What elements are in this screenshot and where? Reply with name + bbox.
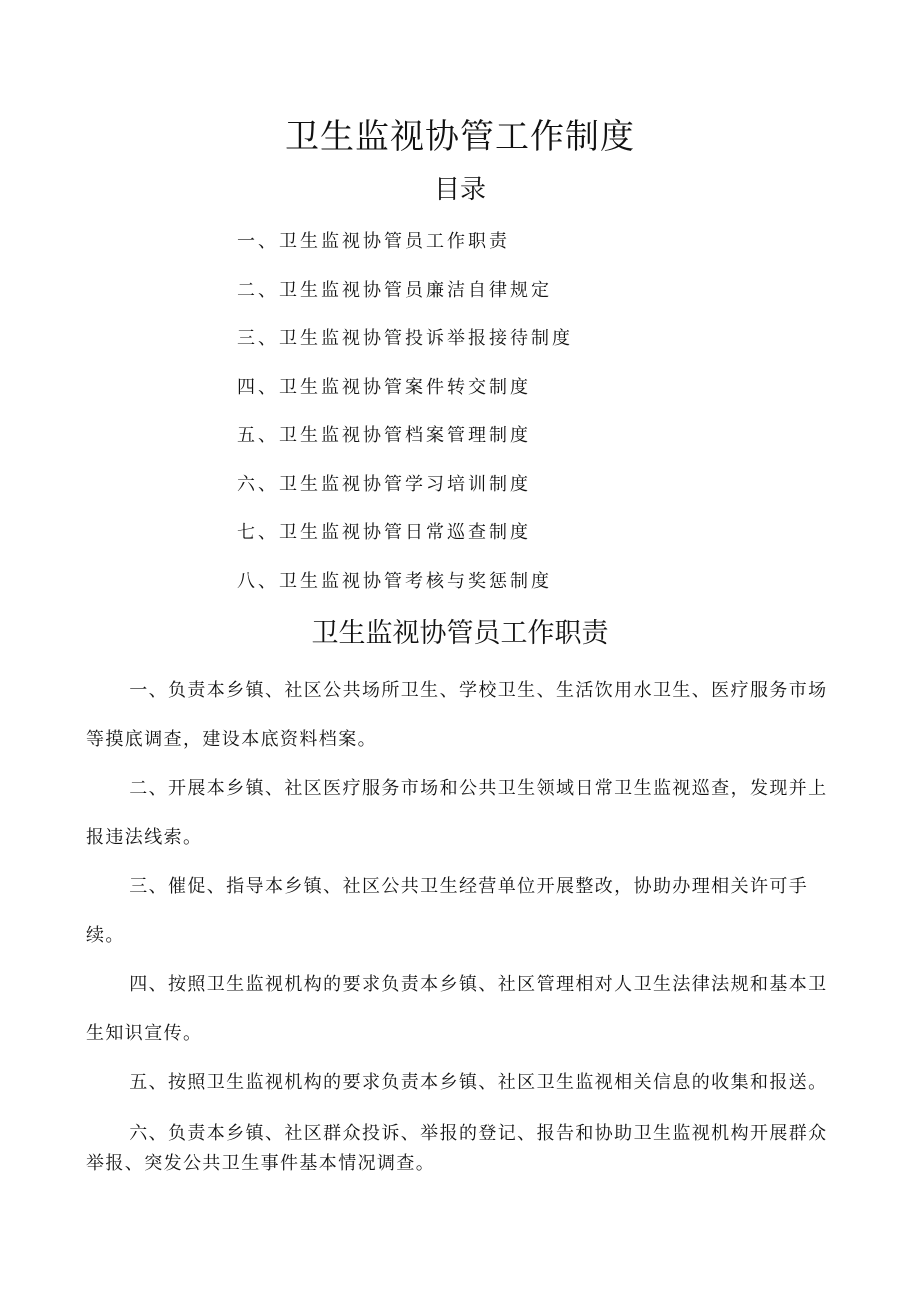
duty-paragraph: 一、负责本乡镇、社区公共场所卫生、学校卫生、生活饮用水卫生、医疗服务市场等摸底调查，建设本底资料档案。 — [86, 680, 828, 750]
toc-item: 七、卫生监视协管日常巡查制度 — [237, 522, 531, 543]
duty-paragraph: 六、负责本乡镇、社区群众投诉、举报的登记、报告和协助卫生监视机构开展群众举报、突发公共卫生事件基本情况调查。 — [86, 1123, 828, 1174]
duty-paragraph: 四、按照卫生监视机构的要求负责本乡镇、社区管理相对人卫生法律法规和基本卫生知识宣传。 — [86, 974, 828, 1044]
document-title: 卫生监视协管工作制度 — [285, 117, 635, 157]
duty-paragraph: 三、催促、指导本乡镇、社区公共卫生经营单位开展整改，协助办理相关许可手续。 — [86, 876, 809, 946]
toc-heading: 目录 — [433, 175, 486, 205]
toc-item: 一、卫生监视协管员工作职责 — [237, 231, 510, 252]
toc-item: 二、卫生监视协管员廉洁自律规定 — [237, 279, 552, 301]
section-body — [86, 666, 846, 1179]
toc-item: 三、卫生监视协管投诉举报接待制度 — [237, 328, 573, 349]
toc-item: 五、卫生监视协管档案管理制度 — [237, 425, 531, 446]
table-of-contents — [237, 224, 573, 612]
toc-item: 八、卫生监视协管考核与奖惩制度 — [237, 570, 552, 592]
toc-item: 四、卫生监视协管案件转交制度 — [237, 376, 531, 398]
toc-item: 六、卫生监视协管学习培训制度 — [237, 473, 531, 495]
duty-paragraph: 二、开展本乡镇、社区医疗服务市场和公共卫生领域日常卫生监视巡查，发现并上报违法线索。 — [86, 778, 828, 848]
duty-paragraph: 五、按照卫生监视机构的要求负责本乡镇、社区卫生监视相关信息的收集和报送。 — [129, 1072, 828, 1093]
section-title: 卫生监视协管员工作职责 — [311, 618, 609, 649]
